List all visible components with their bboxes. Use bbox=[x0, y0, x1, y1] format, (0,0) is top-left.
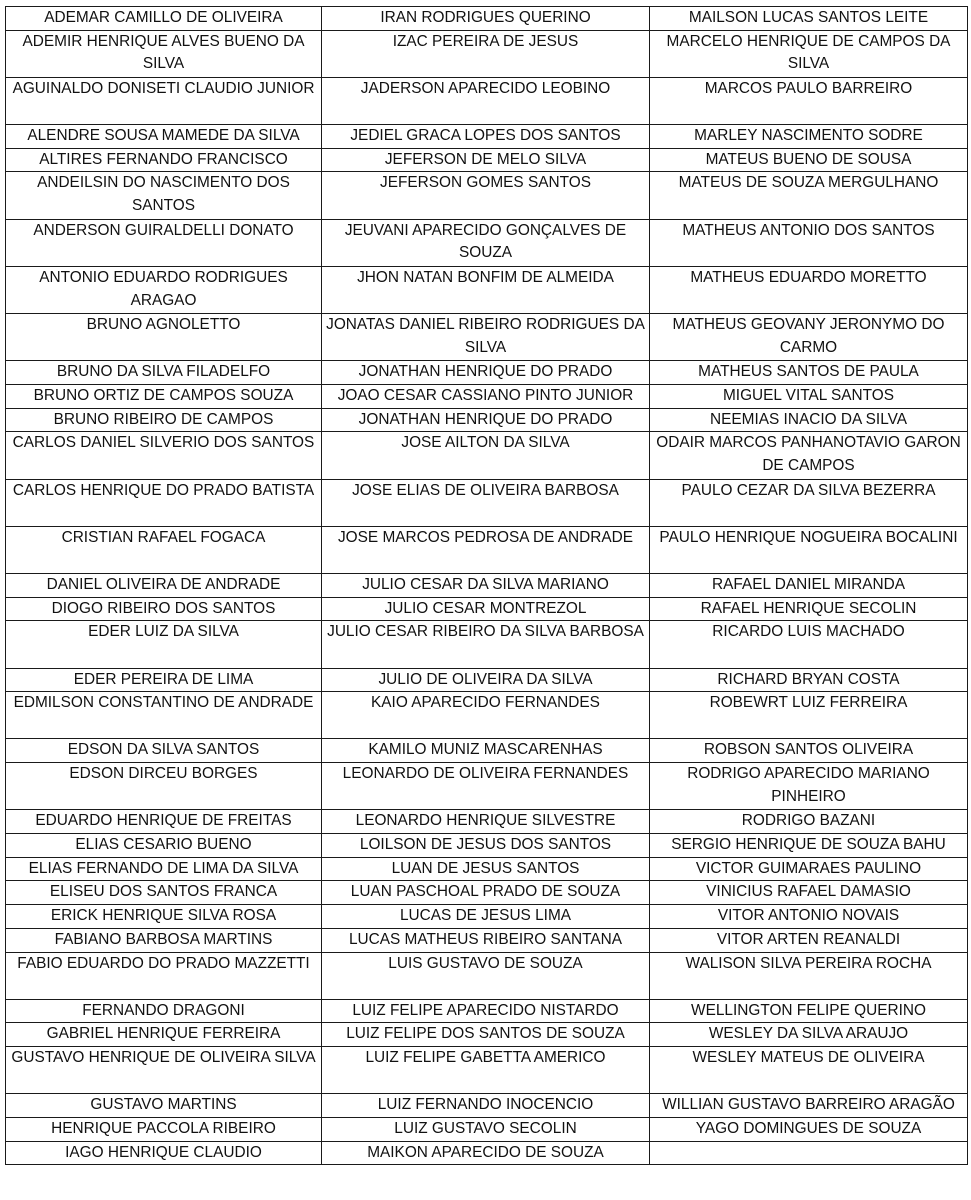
name-cell: MATHEUS EDUARDO MORETTO bbox=[650, 266, 968, 313]
name-cell: JEUVANI APARECIDO GONÇALVES DE SOUZA bbox=[322, 219, 650, 266]
table-row bbox=[6, 408, 968, 432]
table-row bbox=[6, 148, 968, 172]
name-cell: JOSE ELIAS DE OLIVEIRA BARBOSA bbox=[322, 479, 650, 526]
table-row bbox=[6, 526, 968, 573]
name-cell: LUIZ GUSTAVO SECOLIN bbox=[322, 1117, 650, 1141]
table-row bbox=[6, 999, 968, 1023]
table-row bbox=[6, 172, 968, 219]
name-cell: ADEMIR HENRIQUE ALVES BUENO DA SILVA bbox=[6, 30, 322, 77]
name-cell: MARCELO HENRIQUE DE CAMPOS DA SILVA bbox=[650, 30, 968, 77]
name-cell: KAIO APARECIDO FERNANDES bbox=[322, 692, 650, 739]
name-cell: JONATHAN HENRIQUE DO PRADO bbox=[322, 361, 650, 385]
table-row bbox=[6, 1023, 968, 1047]
name-cell: LUIZ FELIPE DOS SANTOS DE SOUZA bbox=[322, 1023, 650, 1047]
name-cell: ALENDRE SOUSA MAMEDE DA SILVA bbox=[6, 125, 322, 149]
name-cell: KAMILO MUNIZ MASCARENHAS bbox=[322, 739, 650, 763]
name-cell: LUCAS MATHEUS RIBEIRO SANTANA bbox=[322, 928, 650, 952]
name-cell: IRAN RODRIGUES QUERINO bbox=[322, 7, 650, 31]
name-cell: SERGIO HENRIQUE DE SOUZA BAHU bbox=[650, 833, 968, 857]
name-cell: LUCAS DE JESUS LIMA bbox=[322, 905, 650, 929]
name-cell: WELLINGTON FELIPE QUERINO bbox=[650, 999, 968, 1023]
name-cell: LOILSON DE JESUS DOS SANTOS bbox=[322, 833, 650, 857]
name-cell: EDSON DIRCEU BORGES bbox=[6, 763, 322, 810]
name-cell: EDER LUIZ DA SILVA bbox=[6, 621, 322, 668]
table-row bbox=[6, 1141, 968, 1165]
name-cell: JADERSON APARECIDO LEOBINO bbox=[322, 77, 650, 124]
name-cell: RAFAEL DANIEL MIRANDA bbox=[650, 573, 968, 597]
name-cell: MATHEUS SANTOS DE PAULA bbox=[650, 361, 968, 385]
name-cell: JONATHAN HENRIQUE DO PRADO bbox=[322, 408, 650, 432]
name-cell: ALTIRES FERNANDO FRANCISCO bbox=[6, 148, 322, 172]
table-row bbox=[6, 857, 968, 881]
name-cell: EDUARDO HENRIQUE DE FREITAS bbox=[6, 810, 322, 834]
name-cell: MATEUS DE SOUZA MERGULHANO bbox=[650, 172, 968, 219]
name-cell: JOSE MARCOS PEDROSA DE ANDRADE bbox=[322, 526, 650, 573]
table-row bbox=[6, 833, 968, 857]
name-cell: ELIAS CESARIO BUENO bbox=[6, 833, 322, 857]
table-row bbox=[6, 810, 968, 834]
table-row bbox=[6, 668, 968, 692]
name-cell: ODAIR MARCOS PANHANOTAVIO GARON DE CAMPOS bbox=[650, 432, 968, 479]
name-cell: MATEUS BUENO DE SOUSA bbox=[650, 148, 968, 172]
table-row bbox=[6, 881, 968, 905]
name-cell: PAULO CEZAR DA SILVA BEZERRA bbox=[650, 479, 968, 526]
name-cell: GUSTAVO MARTINS bbox=[6, 1094, 322, 1118]
name-cell: GUSTAVO HENRIQUE DE OLIVEIRA SILVA bbox=[6, 1047, 322, 1094]
name-cell: VITOR ARTEN REANALDI bbox=[650, 928, 968, 952]
name-cell: JEFERSON GOMES SANTOS bbox=[322, 172, 650, 219]
name-cell: ELIAS FERNANDO DE LIMA DA SILVA bbox=[6, 857, 322, 881]
name-cell: BRUNO RIBEIRO DE CAMPOS bbox=[6, 408, 322, 432]
name-cell: RICHARD BRYAN COSTA bbox=[650, 668, 968, 692]
table-row bbox=[6, 952, 968, 999]
name-cell: LEONARDO DE OLIVEIRA FERNANDES bbox=[322, 763, 650, 810]
name-cell: PAULO HENRIQUE NOGUEIRA BOCALINI bbox=[650, 526, 968, 573]
table-row bbox=[6, 1094, 968, 1118]
name-cell: NEEMIAS INACIO DA SILVA bbox=[650, 408, 968, 432]
table-row bbox=[6, 1117, 968, 1141]
name-cell: EDMILSON CONSTANTINO DE ANDRADE bbox=[6, 692, 322, 739]
name-cell: BRUNO AGNOLETTO bbox=[6, 314, 322, 361]
name-cell: VICTOR GUIMARAES PAULINO bbox=[650, 857, 968, 881]
name-cell bbox=[650, 1141, 968, 1165]
name-cell: WALISON SILVA PEREIRA ROCHA bbox=[650, 952, 968, 999]
name-cell: RODRIGO APARECIDO MARIANO PINHEIRO bbox=[650, 763, 968, 810]
name-cell: RICARDO LUIS MACHADO bbox=[650, 621, 968, 668]
name-cell: ROBSON SANTOS OLIVEIRA bbox=[650, 739, 968, 763]
name-cell: WILLIAN GUSTAVO BARREIRO ARAGÃO bbox=[650, 1094, 968, 1118]
name-cell: VITOR ANTONIO NOVAIS bbox=[650, 905, 968, 929]
name-cell: MAIKON APARECIDO DE SOUZA bbox=[322, 1141, 650, 1165]
name-cell: DIOGO RIBEIRO DOS SANTOS bbox=[6, 597, 322, 621]
name-cell: FABIO EDUARDO DO PRADO MAZZETTI bbox=[6, 952, 322, 999]
name-cell: JONATAS DANIEL RIBEIRO RODRIGUES DA SILVA bbox=[322, 314, 650, 361]
name-cell: IAGO HENRIQUE CLAUDIO bbox=[6, 1141, 322, 1165]
table-row bbox=[6, 361, 968, 385]
name-cell: YAGO DOMINGUES DE SOUZA bbox=[650, 1117, 968, 1141]
name-cell: WESLEY MATEUS DE OLIVEIRA bbox=[650, 1047, 968, 1094]
name-cell: LUIZ FELIPE APARECIDO NISTARDO bbox=[322, 999, 650, 1023]
table-row bbox=[6, 597, 968, 621]
name-cell: DANIEL OLIVEIRA DE ANDRADE bbox=[6, 573, 322, 597]
name-cell: JEDIEL GRACA LOPES DOS SANTOS bbox=[322, 125, 650, 149]
table-row bbox=[6, 432, 968, 479]
name-cell: JOSE AILTON DA SILVA bbox=[322, 432, 650, 479]
name-cell: MAILSON LUCAS SANTOS LEITE bbox=[650, 7, 968, 31]
name-cell: EDSON DA SILVA SANTOS bbox=[6, 739, 322, 763]
table-row bbox=[6, 739, 968, 763]
names-table bbox=[5, 6, 968, 1165]
table-row bbox=[6, 125, 968, 149]
name-cell: EDER PEREIRA DE LIMA bbox=[6, 668, 322, 692]
name-cell: MATHEUS ANTONIO DOS SANTOS bbox=[650, 219, 968, 266]
name-cell: ANTONIO EDUARDO RODRIGUES ARAGAO bbox=[6, 266, 322, 313]
name-cell: RAFAEL HENRIQUE SECOLIN bbox=[650, 597, 968, 621]
name-cell: JULIO CESAR MONTREZOL bbox=[322, 597, 650, 621]
name-cell: ROBEWRT LUIZ FERREIRA bbox=[650, 692, 968, 739]
name-cell: VINICIUS RAFAEL DAMASIO bbox=[650, 881, 968, 905]
name-cell: CARLOS HENRIQUE DO PRADO BATISTA bbox=[6, 479, 322, 526]
name-cell: MARLEY NASCIMENTO SODRE bbox=[650, 125, 968, 149]
table-row bbox=[6, 30, 968, 77]
name-cell: CARLOS DANIEL SILVERIO DOS SANTOS bbox=[6, 432, 322, 479]
names-table-body bbox=[6, 7, 968, 1165]
name-cell: LEONARDO HENRIQUE SILVESTRE bbox=[322, 810, 650, 834]
name-cell: LUIS GUSTAVO DE SOUZA bbox=[322, 952, 650, 999]
name-cell: MARCOS PAULO BARREIRO bbox=[650, 77, 968, 124]
name-cell: IZAC PEREIRA DE JESUS bbox=[322, 30, 650, 77]
name-cell: JEFERSON DE MELO SILVA bbox=[322, 148, 650, 172]
name-cell: LUIZ FERNANDO INOCENCIO bbox=[322, 1094, 650, 1118]
name-cell: HENRIQUE PACCOLA RIBEIRO bbox=[6, 1117, 322, 1141]
name-cell: FABIANO BARBOSA MARTINS bbox=[6, 928, 322, 952]
name-cell: AGUINALDO DONISETI CLAUDIO JUNIOR bbox=[6, 77, 322, 124]
name-cell: LUIZ FELIPE GABETTA AMERICO bbox=[322, 1047, 650, 1094]
name-cell: JULIO CESAR DA SILVA MARIANO bbox=[322, 573, 650, 597]
name-cell: WESLEY DA SILVA ARAUJO bbox=[650, 1023, 968, 1047]
name-cell: BRUNO ORTIZ DE CAMPOS SOUZA bbox=[6, 384, 322, 408]
name-cell: RODRIGO BAZANI bbox=[650, 810, 968, 834]
name-cell: MIGUEL VITAL SANTOS bbox=[650, 384, 968, 408]
table-row bbox=[6, 692, 968, 739]
table-row bbox=[6, 266, 968, 313]
name-cell: JHON NATAN BONFIM DE ALMEIDA bbox=[322, 266, 650, 313]
table-row bbox=[6, 621, 968, 668]
name-cell: JULIO CESAR RIBEIRO DA SILVA BARBOSA bbox=[322, 621, 650, 668]
name-cell: LUAN PASCHOAL PRADO DE SOUZA bbox=[322, 881, 650, 905]
name-cell: GABRIEL HENRIQUE FERREIRA bbox=[6, 1023, 322, 1047]
table-row bbox=[6, 77, 968, 124]
table-row bbox=[6, 219, 968, 266]
name-cell: FERNANDO DRAGONI bbox=[6, 999, 322, 1023]
name-cell: CRISTIAN RAFAEL FOGACA bbox=[6, 526, 322, 573]
table-row bbox=[6, 314, 968, 361]
name-cell: ELISEU DOS SANTOS FRANCA bbox=[6, 881, 322, 905]
names-sheet bbox=[5, 6, 967, 1165]
table-row bbox=[6, 1047, 968, 1094]
table-row bbox=[6, 928, 968, 952]
table-row bbox=[6, 479, 968, 526]
name-cell: MATHEUS GEOVANY JERONYMO DO CARMO bbox=[650, 314, 968, 361]
table-row bbox=[6, 7, 968, 31]
name-cell: ERICK HENRIQUE SILVA ROSA bbox=[6, 905, 322, 929]
name-cell: ANDERSON GUIRALDELLI DONATO bbox=[6, 219, 322, 266]
name-cell: ANDEILSIN DO NASCIMENTO DOS SANTOS bbox=[6, 172, 322, 219]
name-cell: BRUNO DA SILVA FILADELFO bbox=[6, 361, 322, 385]
table-row bbox=[6, 905, 968, 929]
name-cell: ADEMAR CAMILLO DE OLIVEIRA bbox=[6, 7, 322, 31]
name-cell: LUAN DE JESUS SANTOS bbox=[322, 857, 650, 881]
name-cell: JULIO DE OLIVEIRA DA SILVA bbox=[322, 668, 650, 692]
table-row bbox=[6, 763, 968, 810]
name-cell: JOAO CESAR CASSIANO PINTO JUNIOR bbox=[322, 384, 650, 408]
table-row bbox=[6, 384, 968, 408]
table-row bbox=[6, 573, 968, 597]
